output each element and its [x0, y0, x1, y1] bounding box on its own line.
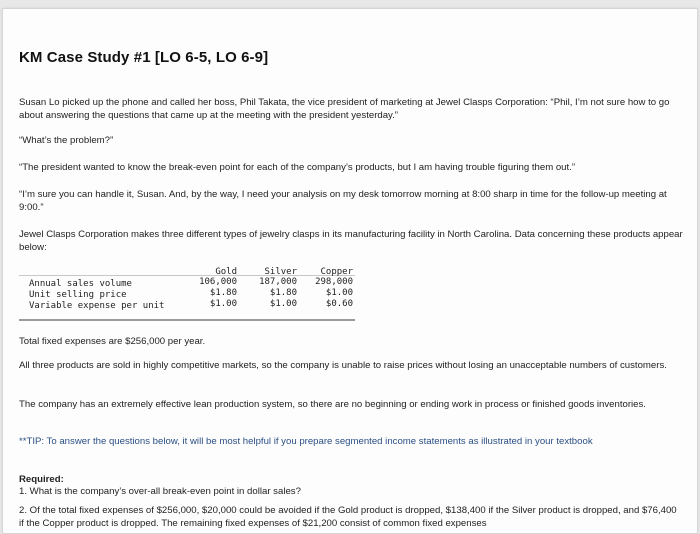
question-1: 1. What is the company’s over-all break-even point in dollar sales?: [19, 486, 301, 497]
col-header-gold: Gold: [215, 267, 237, 277]
col-header-silver: Silver: [264, 267, 297, 277]
president-paragraph: “The president wanted to know the break-even point for each of the company’s products, but I am having trouble figuring them out.”: [19, 162, 576, 173]
tip-paragraph: **TIP: To answer the questions below, it will be most helpful if you prepare segmented income statements as illustrated in your textbook: [19, 436, 593, 447]
cell-silver-sales-volume: 187,000: [259, 277, 297, 287]
fixed-expenses-paragraph: Total fixed expenses are $256,000 per year.: [19, 336, 206, 347]
row-label-variable-expense: Variable expense per unit: [29, 301, 165, 311]
cell-copper-selling-price: $1.00: [325, 288, 353, 298]
lean-production-paragraph: The company has an extremely effective lean production system, so there are no beginning or ending work in process or finished goods inventories.: [19, 399, 646, 410]
document-page: [2, 8, 698, 534]
required-heading: Required:: [19, 474, 64, 485]
cell-gold-selling-price: $1.80: [209, 288, 237, 298]
cell-copper-sales-volume: 298,000: [315, 277, 353, 287]
intro-paragraph: Susan Lo picked up the phone and called her boss, Phil Takata, the vice president of marketing at Jewel Clasps Corporation: “Phil, I’m not sure how to go about answering the questions that came up at the meeting with the president yesterday.”: [19, 97, 670, 121]
company-paragraph: Jewel Clasps Corporation makes three different types of jewelry clasps in its manufacturing facility in North Carolina. Data concerning these products appear below:: [19, 229, 683, 253]
follow-up-paragraph: “I’m sure you can handle it, Susan. And, by the way, I need your analysis on my desk tomorrow morning at 8:00 sharp in time for the follow-up meeting at 9:00.”: [19, 189, 667, 213]
col-header-copper: Copper: [320, 267, 353, 277]
markets-paragraph: All three products are sold in highly competitive markets, so the company is unable to raise prices without losing an unacceptable numbers of customers.: [19, 360, 667, 371]
cell-silver-selling-price: $1.80: [269, 288, 297, 298]
page-title: KM Case Study #1 [LO 6-5, LO 6-9]: [19, 49, 269, 66]
cell-gold-sales-volume: 106,000: [199, 277, 237, 287]
cell-gold-variable-expense: $1.00: [209, 299, 237, 309]
row-label-sales-volume: Annual sales volume: [29, 279, 132, 289]
cell-copper-variable-expense: $0.60: [325, 299, 353, 309]
cell-silver-variable-expense: $1.00: [269, 299, 297, 309]
problem-paragraph: “What’s the problem?”: [19, 135, 114, 146]
row-label-selling-price: Unit selling price: [29, 290, 127, 300]
product-data-table: [19, 267, 355, 321]
question-2: 2. Of the total fixed expenses of $256,000, $20,000 could be avoided if the Gold product is dropped, $138,400 if the Silver product is dropped, and $76,400 if the Copper product is dropped. The remaining fixed expenses of $21,200 consist of common fixed expenses: [19, 505, 677, 529]
